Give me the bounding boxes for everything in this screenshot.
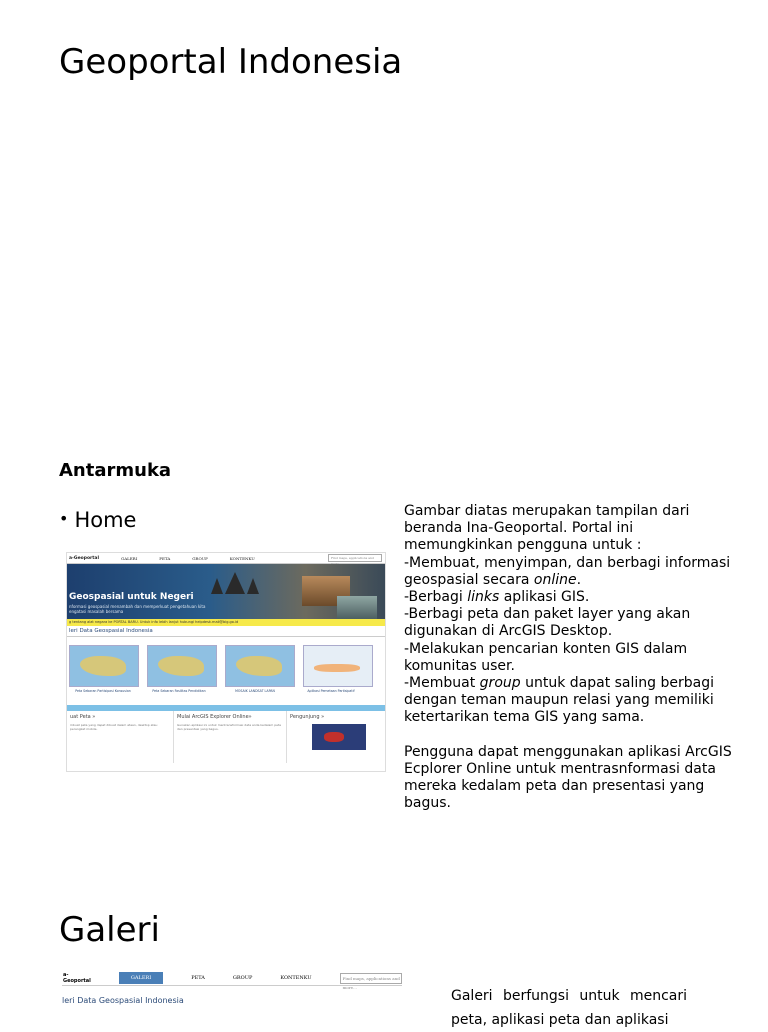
screenshot-nav-item: PETA [159,555,171,561]
screenshot-nav-item: GROUP [232,975,253,981]
panel-buat-peta [67,711,174,763]
galeri-title: Galeri [59,910,160,950]
screenshot-banner [67,564,385,619]
panel-title: Pengunjung » [290,714,325,720]
map-thumbnail [225,645,295,687]
screenshot-nav-item: PETA [191,975,205,981]
section-heading: Antarmuka [59,460,172,481]
panel-pengunjung [287,711,385,763]
panel-title: uat Peta » [70,714,96,720]
temple-icon [207,572,263,594]
screenshot-nav [67,553,385,564]
bullet-item [59,508,136,532]
gallery-title: leri Data Geospasial Indonesia [67,626,385,637]
thumbnail-caption: MOSAIK LANDSAT LAPAN [235,689,275,693]
homepage-screenshot [66,552,386,772]
bullet-icon: • [59,509,69,528]
screenshot-nav-item: GROUP [192,555,208,561]
description-item: -Melakukan pencarian konten GIS dalam komunitas user. [404,640,688,674]
bullet-label: Home [74,508,137,532]
panel-explorer [174,711,287,763]
description-item: -Membuat, menyimpan, dan berbagi informasi geospasial secara online. [404,554,731,588]
screenshot-search: Find maps, applications and [328,554,382,562]
galeri-description: Galeri berfungsi untuk mencari peta, aplikasi peta dan aplikasi [451,988,687,1028]
screenshot-brand: a-Geoportal [63,972,91,984]
screenshot-nav-item: KONTENKU [280,975,312,981]
description-paragraph: Pengguna dapat menggunakan aplikasi ArcGIS Ecplorer Online untuk mentrasnformasi data mereka kedalam peta dan presentasi yang bagus. [404,743,732,812]
panel-text: Gunakan aplikasi ini untuk mentransformasi data anda kedalam peta dan presentasi yang bagus. [177,723,281,731]
thumbnail-caption: Aplikasi Pemetaan Partisipatif [307,689,355,693]
panel-text: mbuat peta yang dapat dibuat dalam ataan, desktop atau perangkat mobile. [70,723,158,731]
thumbnail-captions [67,689,385,693]
notice-bar: g tentang alat negara ke PORTAL BARU. Untuk info lebih lanjut hubungi helpdesk.mail@big.go.id [67,619,385,626]
banner-subtitle [69,604,205,614]
thumbnail-caption: Peta Sebaran Partisipasi Konsusian [75,689,131,693]
gallery-thumbnails [67,637,385,689]
gallery-title: leri Data Geospasial Indonesia [62,996,184,1005]
screenshot-bottom-panels [67,711,385,763]
description-text [404,503,746,812]
screenshot-nav-active: GALERI [119,972,163,984]
slide-title: Geoportal Indonesia [59,42,403,82]
banner-photo [337,596,377,619]
screenshot-search: Find maps, applications and more... [340,973,402,984]
description-item: -Berbagi links aplikasi GIS. [404,589,590,606]
thumbnail-caption: Peta Sebaran Fasilitas Pendidikan [152,689,206,693]
map-thumbnail [69,645,139,687]
galeri-screenshot [62,971,402,1024]
screenshot-nav-item: KONTENKU [229,555,255,561]
description-item: -Membuat group untuk dapat saling berbagi dengan teman maupun relasi yang memiliki ketertarikan tema GIS yang sama. [404,675,714,726]
screenshot-nav-item: GALERI [121,555,138,561]
map-thumbnail [303,645,373,687]
description-intro: Gambar diatas merupakan tampilan dari beranda Ina-Geoportal. Portal ini memungkinkan pengguna untuk : [404,503,690,554]
panel-title: Mulai ArcGIS Explorer Online» [177,714,252,720]
banner-title: Geospasial untuk Negeri [69,592,194,602]
screenshot-nav [62,971,402,990]
screenshot-brand: a-Geoportal [69,555,100,561]
description-item: -Berbagi peta dan paket layer yang akan digunakan di ArcGIS Desktop. [404,606,691,640]
map-thumbnail [147,645,217,687]
banner-subtitle-line: nformasi geospasial menambah dan memperkuat pengetahuan kita [69,604,206,609]
banner-subtitle-line: engatasi masalah bersama [69,609,124,614]
visitor-map [312,724,366,750]
